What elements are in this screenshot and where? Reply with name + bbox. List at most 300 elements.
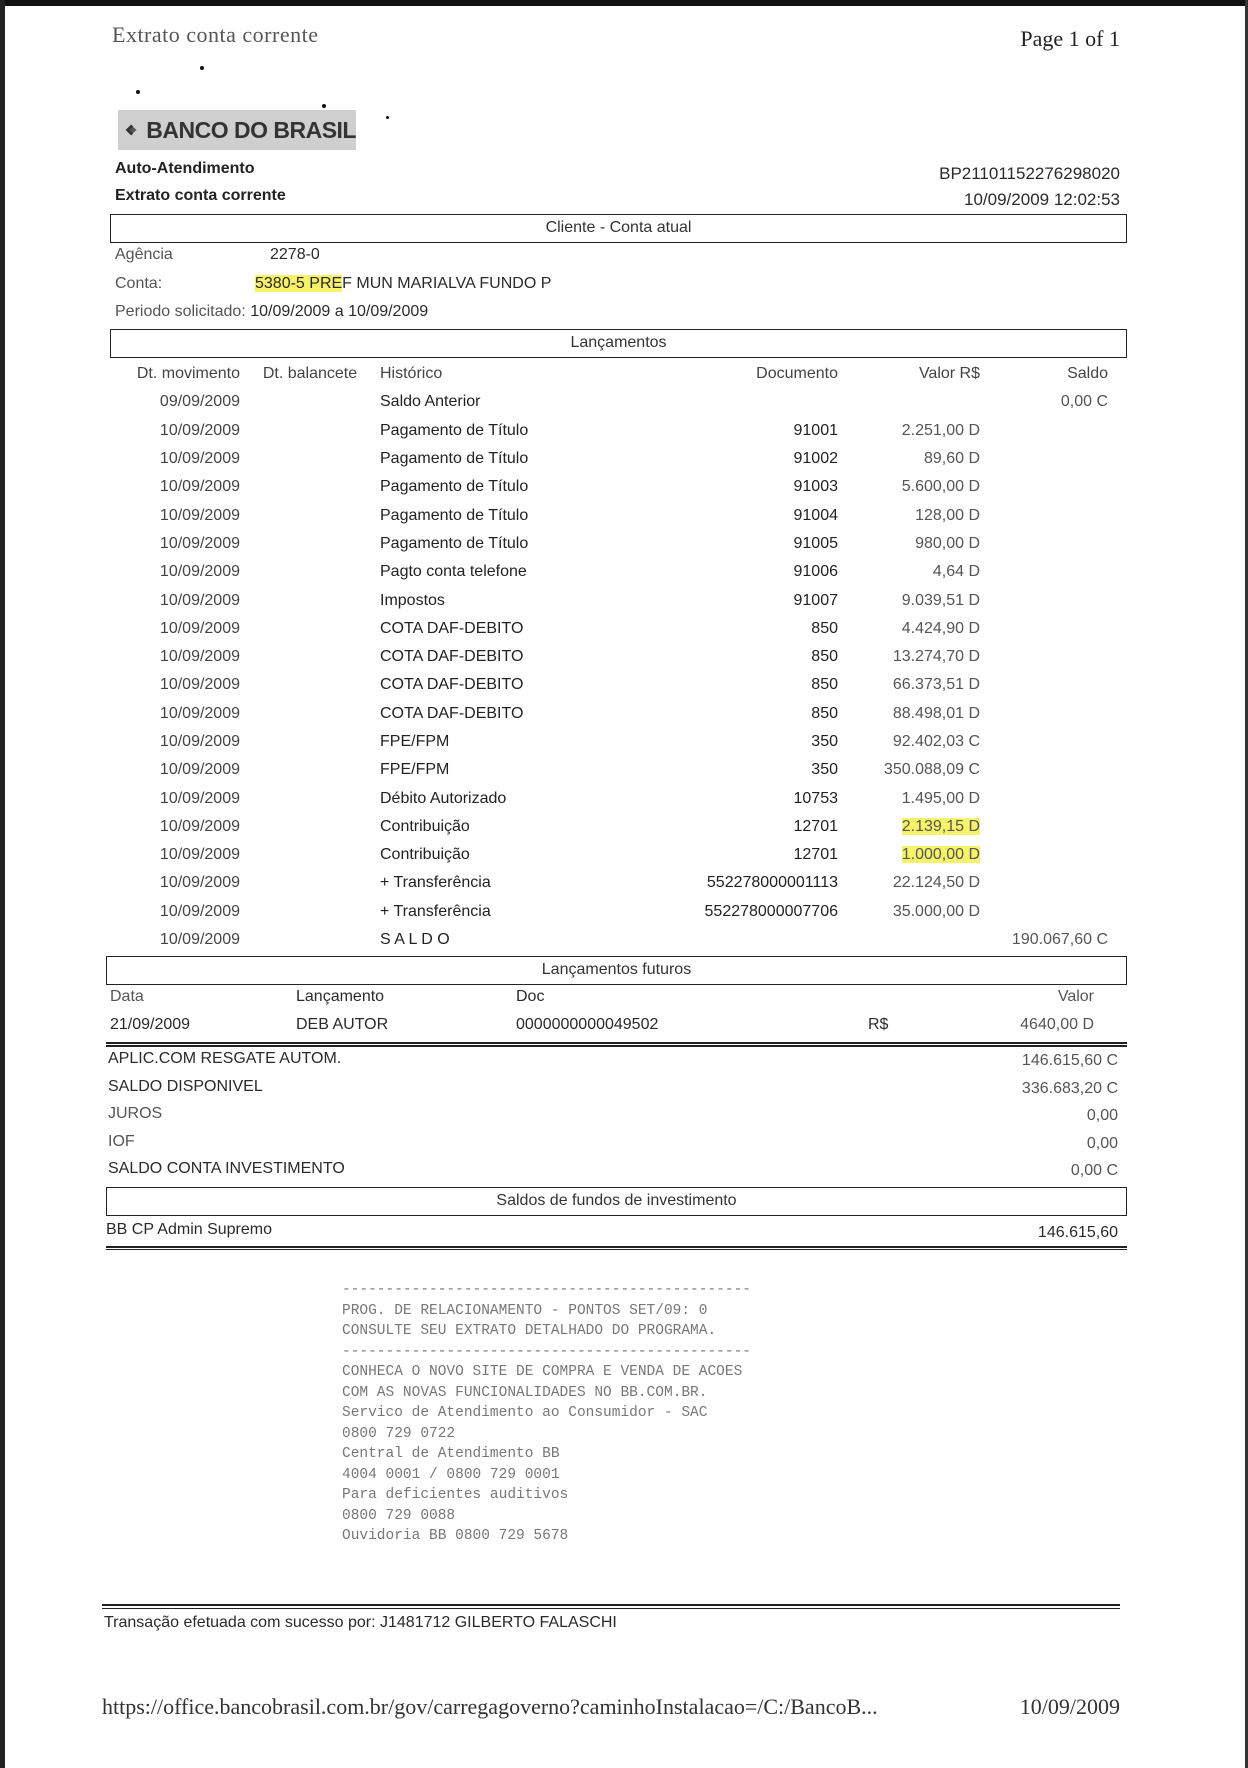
cell-valor <box>838 813 980 841</box>
cell-saldo <box>980 671 1108 699</box>
transactions-body <box>110 388 1108 954</box>
summary-value: 0,00 <box>1086 1107 1118 1124</box>
table-row <box>110 615 1108 643</box>
cell-doc <box>642 643 838 671</box>
cell-saldo <box>980 615 1108 643</box>
section-title: Lançamentos <box>570 334 667 351</box>
scan-edge <box>0 0 5 1768</box>
bank-logo-icon <box>124 117 138 143</box>
cell-valor-text: 2.251,00 D <box>901 421 980 439</box>
cell-valor-text: 5.600,00 D <box>901 478 980 496</box>
cell-valor-text: 1.495,00 D <box>901 789 980 807</box>
cell-hist-text: COTA DAF-DEBITO <box>380 619 524 637</box>
cell-valor <box>838 586 980 614</box>
summary-value: 146.615,60 C <box>1021 1052 1118 1069</box>
cell-valor <box>838 756 980 784</box>
cell-dt-text: 10/09/2009 <box>159 874 240 892</box>
cell-valor <box>838 898 980 926</box>
scan-speck <box>386 116 389 119</box>
transactions-table <box>110 360 1108 954</box>
cell-dt-text: 10/09/2009 <box>159 648 240 666</box>
dash-line: ----------------------------------------------- <box>342 1343 751 1360</box>
message-line: Servico de Atendimento ao Consumidor - SAC <box>342 1405 708 1421</box>
cell-hist <box>380 643 642 671</box>
cell-bal <box>240 841 380 869</box>
cell-saldo <box>980 586 1108 614</box>
cell-doc-text: 350 <box>811 733 838 750</box>
cell-doc <box>642 530 838 558</box>
cell-dt-text: 10/09/2009 <box>159 761 240 779</box>
cell-saldo <box>980 728 1108 756</box>
cell-dt-text: 10/09/2009 <box>159 733 240 750</box>
cell-valor <box>838 615 980 643</box>
table-header-row <box>110 360 1108 388</box>
conta-label: Conta: <box>115 275 163 292</box>
cell-hist-text: + Transferência <box>380 902 491 920</box>
futuros-col-lancamento: Lançamento <box>296 988 385 1005</box>
message-line: Central de Atendimento BB <box>342 1446 560 1462</box>
cell-doc <box>642 898 838 926</box>
table-row <box>110 445 1108 473</box>
table-row <box>110 388 1108 416</box>
message-line: 0800 729 0088 <box>342 1507 456 1524</box>
cell-hist-text: Pagamento de Título <box>380 421 529 439</box>
table-row <box>110 643 1108 671</box>
cell-valor-text: 13.274,70 D <box>892 648 980 666</box>
cell-doc <box>642 445 838 473</box>
cell-valor <box>838 841 980 869</box>
cell-valor <box>838 926 980 954</box>
cell-saldo <box>980 813 1108 841</box>
cell-hist <box>380 841 642 869</box>
cell-dt-text: 10/09/2009 <box>159 676 240 694</box>
cell-bal <box>240 728 380 756</box>
section-title: Saldos de fundos de investimento <box>496 1192 737 1209</box>
cell-valor-text: 66.373,51 D <box>892 676 980 694</box>
agencia-label: Agência <box>115 246 173 263</box>
cell-saldo <box>980 643 1108 671</box>
cell-valor <box>838 643 980 671</box>
fundo-name: BB CP Admin Supremo <box>106 1221 273 1238</box>
column-header: Histórico <box>380 365 443 383</box>
cell-dt <box>110 784 240 812</box>
print-date: 10/09/2009 <box>1019 1694 1120 1719</box>
cell-valor-text: 2.139,15 D <box>901 817 980 835</box>
section-title: Lançamentos futuros <box>541 961 692 978</box>
cell-saldo-text: 190.067,60 C <box>1011 931 1108 949</box>
cell-hist-text: Contribuição <box>380 817 470 835</box>
bank-name: BANCO DO BRASIL <box>146 116 356 143</box>
cell-hist-text: + Transferência <box>380 874 491 892</box>
cell-dt <box>110 898 240 926</box>
divider <box>102 1604 1120 1606</box>
cell-valor-text: 89,60 D <box>923 450 980 468</box>
cell-doc <box>642 417 838 445</box>
futuros-section-header <box>106 956 1127 985</box>
cell-valor <box>838 558 980 586</box>
print-url: https://office.bancobrasil.com.br/gov/carregagoverno?caminhoInstalacao=/C:/BancoB... <box>102 1694 878 1719</box>
cell-valor <box>838 784 980 812</box>
cell-hist <box>380 756 642 784</box>
cell-doc-text: 91007 <box>793 591 838 609</box>
cell-doc-text: 91002 <box>793 450 838 468</box>
scan-speck <box>322 104 326 108</box>
cell-bal <box>240 388 380 416</box>
cell-bal <box>240 445 380 473</box>
cell-hist <box>380 784 642 812</box>
divider <box>106 1042 1127 1044</box>
cell-bal <box>240 417 380 445</box>
cell-hist-text: FPE/FPM <box>380 733 450 750</box>
cell-saldo <box>980 473 1108 501</box>
cell-hist-text: FPE/FPM <box>380 761 450 779</box>
cell-hist-text: Saldo Anterior <box>380 393 481 411</box>
table-row <box>110 756 1108 784</box>
cell-dt <box>110 643 240 671</box>
cell-hist-text: Pagamento de Título <box>380 506 529 524</box>
conta-value <box>255 275 551 293</box>
cell-dt <box>110 501 240 529</box>
cell-hist <box>380 898 642 926</box>
cell-dt-text: 10/09/2009 <box>159 846 240 864</box>
cell-doc <box>642 586 838 614</box>
divider <box>102 1608 1120 1609</box>
cell-bal <box>240 643 380 671</box>
periodo-row <box>115 303 428 321</box>
cell-bal <box>240 615 380 643</box>
cell-saldo <box>980 530 1108 558</box>
cell-dt <box>110 869 240 897</box>
cell-valor <box>838 417 980 445</box>
cell-valor <box>838 473 980 501</box>
cell-hist-text: Pagamento de Título <box>380 450 529 468</box>
cell-dt-text: 10/09/2009 <box>159 931 240 949</box>
message-line: 0800 729 0722 <box>342 1425 456 1442</box>
cell-doc-text: 91005 <box>793 534 838 552</box>
futuros-col-doc: Doc <box>516 988 545 1005</box>
cell-dt-text: 09/09/2009 <box>159 393 240 411</box>
cell-hist <box>380 728 642 756</box>
cell-doc <box>642 558 838 586</box>
summary-label: JUROS <box>108 1105 163 1122</box>
dash-line: ----------------------------------------------- <box>342 1282 751 1298</box>
cell-bal <box>240 530 380 558</box>
cell-hist-text: COTA DAF-DEBITO <box>380 648 524 666</box>
cell-valor-text: 88.498,01 D <box>892 704 980 722</box>
cell-hist-text: Pagamento de Título <box>380 534 529 552</box>
table-row <box>110 530 1108 558</box>
cell-dt-text: 10/09/2009 <box>159 591 240 609</box>
cell-hist <box>380 445 642 473</box>
cell-dt-text: 10/09/2009 <box>159 450 240 468</box>
cell-valor-text: 35.000,00 D <box>892 902 980 920</box>
table-row <box>110 869 1108 897</box>
cell-saldo <box>980 700 1108 728</box>
cell-dt <box>110 813 240 841</box>
cell-doc <box>642 615 838 643</box>
cell-dt <box>110 841 240 869</box>
cell-valor <box>838 530 980 558</box>
table-row <box>110 700 1108 728</box>
cell-dt <box>110 671 240 699</box>
cell-hist <box>380 586 642 614</box>
conta-name: F MUN MARIALVA FUNDO P <box>342 275 552 292</box>
cell-valor-text: 92.402,03 C <box>892 733 980 750</box>
futuro-data: 21/09/2009 <box>110 1016 191 1033</box>
fundos-section-header <box>106 1187 1127 1216</box>
fundo-value: 146.615,60 <box>1037 1224 1118 1241</box>
statement-datetime: 10/09/2009 12:02:53 <box>964 190 1120 209</box>
cell-doc-text: 850 <box>811 648 838 666</box>
message-line: PROG. DE RELACIONAMENTO - PONTOS SET/09: 0 <box>342 1302 708 1319</box>
scan-speck <box>136 90 140 94</box>
cell-saldo <box>980 841 1108 869</box>
conta-number-highlight: 5380-5 PRE <box>255 275 343 292</box>
cell-dt-text: 10/09/2009 <box>159 534 240 552</box>
summary-value: 0,00 <box>1086 1134 1118 1152</box>
table-row <box>110 898 1108 926</box>
cell-doc <box>642 700 838 728</box>
cell-doc <box>642 671 838 699</box>
cell-dt-text: 10/09/2009 <box>159 421 240 439</box>
cell-saldo <box>980 501 1108 529</box>
cell-bal <box>240 784 380 812</box>
message-line: Ouvidoria BB 0800 729 5678 <box>342 1528 569 1544</box>
cell-saldo <box>980 558 1108 586</box>
divider <box>106 1249 1127 1250</box>
cell-hist <box>380 615 642 643</box>
cell-dt-text: 10/09/2009 <box>159 619 240 637</box>
cell-hist-text: Impostos <box>380 591 445 609</box>
table-row <box>110 926 1108 954</box>
message-line: Para deficientes auditivos <box>342 1487 569 1503</box>
cell-saldo <box>980 869 1108 897</box>
cell-doc-text: 350 <box>811 761 838 779</box>
table-row <box>110 586 1108 614</box>
message-line: 4004 0001 / 0800 729 0001 <box>342 1466 560 1483</box>
table-row <box>110 501 1108 529</box>
periodo-label: Periodo solicitado: <box>115 303 246 320</box>
cell-bal <box>240 926 380 954</box>
cell-bal <box>240 869 380 897</box>
column-header: Dt. balancete <box>262 365 358 383</box>
cell-dt <box>110 926 240 954</box>
cell-valor-text: 128,00 D <box>915 506 980 524</box>
cell-saldo <box>980 388 1108 416</box>
cell-valor-text: 1.000,00 D <box>901 846 980 864</box>
cell-dt <box>110 756 240 784</box>
cell-valor <box>838 671 980 699</box>
message-line: COM AS NOVAS FUNCIONALIDADES NO BB.COM.BR. <box>342 1384 708 1401</box>
summary-label: IOF <box>108 1132 135 1150</box>
table-row <box>110 671 1108 699</box>
scan-edge <box>0 0 1248 6</box>
cell-valor-text: 350.088,09 C <box>883 761 980 779</box>
cell-saldo <box>980 926 1108 954</box>
protocol-number: BP21101152276298020 <box>939 164 1120 183</box>
cell-doc <box>642 813 838 841</box>
table-row <box>110 417 1108 445</box>
cell-hist <box>380 417 642 445</box>
cell-doc-text: 12701 <box>793 817 838 835</box>
cell-bal <box>240 756 380 784</box>
cell-hist <box>380 813 642 841</box>
cell-saldo <box>980 784 1108 812</box>
cell-hist <box>380 869 642 897</box>
cell-bal <box>240 473 380 501</box>
cell-doc <box>642 728 838 756</box>
cell-valor-text: 9.039,51 D <box>901 591 980 609</box>
scan-speck <box>200 66 204 70</box>
cell-bal <box>240 898 380 926</box>
messages-block <box>342 1280 751 1547</box>
cell-valor <box>838 728 980 756</box>
table-row <box>110 728 1108 756</box>
cell-bal <box>240 501 380 529</box>
cell-doc-text: 552278000007706 <box>704 902 838 920</box>
cell-hist <box>380 530 642 558</box>
cell-dt <box>110 728 240 756</box>
cell-dt-text: 10/09/2009 <box>159 506 240 524</box>
cell-doc-text: 91003 <box>793 478 838 496</box>
futuro-doc: 0000000000049502 <box>516 1016 659 1033</box>
cell-dt <box>110 473 240 501</box>
cell-valor-text: 4.424,90 D <box>901 619 980 637</box>
print-title: Extrato conta corrente <box>112 22 319 47</box>
column-header: Dt. movimento <box>136 365 240 383</box>
service-name: Auto-Atendimento <box>115 160 255 177</box>
page-number: Page 1 of 1 <box>1020 26 1120 51</box>
divider <box>106 1045 1127 1047</box>
divider <box>106 1246 1127 1248</box>
cell-doc <box>642 869 838 897</box>
statement-title: Extrato conta corrente <box>115 187 286 204</box>
summary-label: SALDO DISPONIVEL <box>108 1077 263 1095</box>
futuro-currency: R$ <box>868 1016 889 1033</box>
cell-saldo-text: 0,00 C <box>1060 393 1108 411</box>
cell-valor <box>838 869 980 897</box>
cell-hist-text: Pagamento de Título <box>380 478 529 496</box>
cell-doc-text: 91001 <box>793 421 838 439</box>
cell-valor <box>838 501 980 529</box>
cell-valor-text: 4,64 D <box>932 563 980 581</box>
cell-bal <box>240 558 380 586</box>
message-line: CONHECA O NOVO SITE DE COMPRA E VENDA DE ACOES <box>342 1364 743 1380</box>
cell-doc-text: 91004 <box>793 506 838 524</box>
cell-doc <box>642 926 838 954</box>
futuros-col-data: Data <box>110 988 144 1005</box>
cell-hist <box>380 926 642 954</box>
cell-hist <box>380 388 642 416</box>
lancamentos-section-header <box>110 329 1127 358</box>
cell-saldo <box>980 756 1108 784</box>
cell-valor-text: 22.124,50 D <box>892 874 980 892</box>
cell-doc-text: 552278000001113 <box>706 874 838 892</box>
cell-hist-text: Pagto conta telefone <box>380 563 527 581</box>
cell-dt-text: 10/09/2009 <box>159 817 240 835</box>
cell-doc-text: 10753 <box>793 789 838 807</box>
cell-bal <box>240 671 380 699</box>
cell-doc <box>642 841 838 869</box>
table-row <box>110 558 1108 586</box>
transaction-status: Transação efetuada com sucesso por: J1481712 GILBERTO FALASCHI <box>104 1614 617 1631</box>
cell-doc <box>642 473 838 501</box>
cell-doc-text: 91006 <box>793 563 838 581</box>
cell-doc-text: 850 <box>811 676 838 694</box>
cell-hist-text: COTA DAF-DEBITO <box>380 704 524 722</box>
summary-label: SALDO CONTA INVESTIMENTO <box>108 1160 345 1177</box>
cell-dt-text: 10/09/2009 <box>159 902 240 920</box>
section-title: Cliente - Conta atual <box>545 219 692 236</box>
column-header: Valor R$ <box>918 365 980 383</box>
cell-valor <box>838 388 980 416</box>
cell-dt <box>110 558 240 586</box>
message-line: CONSULTE SEU EXTRATO DETALHADO DO PROGRAMA. <box>342 1323 717 1339</box>
cell-hist <box>380 700 642 728</box>
cell-dt <box>110 530 240 558</box>
cell-hist <box>380 558 642 586</box>
cell-hist-text: COTA DAF-DEBITO <box>380 676 524 694</box>
cell-doc-text: 12701 <box>793 846 838 864</box>
summary-value: 0,00 C <box>1070 1162 1118 1179</box>
cell-hist-text: Débito Autorizado <box>380 789 507 807</box>
client-section-header <box>110 214 1127 243</box>
cell-bal <box>240 700 380 728</box>
cell-doc <box>642 784 838 812</box>
cell-dt <box>110 615 240 643</box>
periodo-value: 10/09/2009 a 10/09/2009 <box>250 303 429 320</box>
futuro-lancamento: DEB AUTOR <box>296 1016 389 1033</box>
cell-dt-text: 10/09/2009 <box>159 704 240 722</box>
summary-value: 336.683,20 C <box>1021 1079 1118 1097</box>
cell-dt-text: 10/09/2009 <box>159 478 240 496</box>
table-row <box>110 473 1108 501</box>
cell-saldo <box>980 417 1108 445</box>
cell-valor-text: 980,00 D <box>915 534 980 552</box>
agencia-value: 2278-0 <box>270 246 320 263</box>
cell-saldo <box>980 445 1108 473</box>
cell-hist <box>380 501 642 529</box>
cell-valor <box>838 700 980 728</box>
cell-hist <box>380 671 642 699</box>
futuro-valor: 4640,00 D <box>1020 1016 1094 1033</box>
table-row <box>110 813 1108 841</box>
cell-dt <box>110 388 240 416</box>
cell-hist <box>380 473 642 501</box>
cell-doc <box>642 388 838 416</box>
table-row <box>110 841 1108 869</box>
table-row <box>110 784 1108 812</box>
cell-bal <box>240 586 380 614</box>
cell-valor <box>838 445 980 473</box>
cell-dt <box>110 445 240 473</box>
bank-logo <box>118 110 356 150</box>
cell-doc <box>642 756 838 784</box>
cell-doc-text: 850 <box>811 619 838 637</box>
cell-dt-text: 10/09/2009 <box>159 789 240 807</box>
cell-dt-text: 10/09/2009 <box>159 563 240 581</box>
cell-dt <box>110 700 240 728</box>
cell-saldo <box>980 898 1108 926</box>
cell-bal <box>240 813 380 841</box>
cell-hist-text: Contribuição <box>380 846 470 864</box>
column-header: Saldo <box>1067 365 1108 383</box>
cell-dt <box>110 586 240 614</box>
futuros-col-valor: Valor <box>1057 988 1094 1005</box>
cell-doc <box>642 501 838 529</box>
cell-hist-text: S A L D O <box>380 931 450 949</box>
cell-doc-text: 850 <box>811 704 838 722</box>
